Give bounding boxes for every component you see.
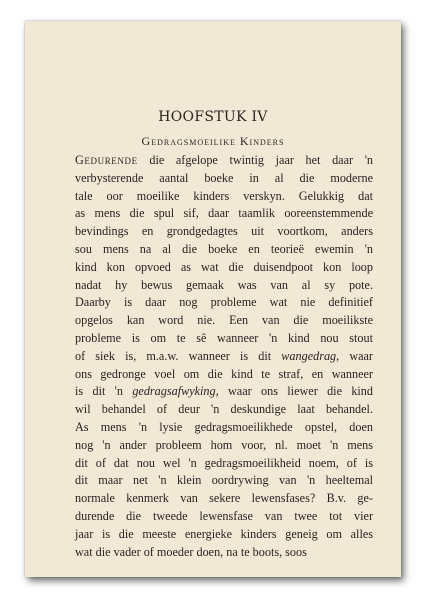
text-line — [75, 490, 373, 508]
text-run: nadat hy bewus gemaak was van al sy pote. — [75, 277, 373, 292]
text-run: wil behandel of deur 'n deskundige laat behandel. — [75, 402, 373, 417]
lead-word: Gedurende — [75, 153, 138, 167]
text-line — [75, 455, 373, 473]
text-run: durende die tweede lewensfase van twee tot vier — [75, 508, 373, 523]
text-line — [75, 330, 373, 348]
text-run: jaar is die meeste energieke kinders geneig om alles — [75, 526, 373, 541]
text-line — [75, 259, 373, 277]
book-page — [25, 21, 401, 577]
text-run: is dit 'n — [75, 384, 133, 399]
text-run: kind kon opvoed as wat die duisendpoot kon loop — [75, 259, 373, 274]
text-run: normale kenmerk van sekere lewensfases? B.v. ge- — [75, 491, 373, 506]
text-line — [75, 472, 373, 490]
text-run: ons gedronge voel om die kind te straf, en wanneer — [75, 366, 373, 381]
italic-term: gedragsafwyking — [132, 384, 216, 399]
text-line — [75, 152, 373, 170]
text-run: opgelos kan word nie. Een van die moeilikste — [75, 313, 373, 328]
text-run: As mens 'n lysie gedragsmoeilikhede opstel, doen — [75, 419, 373, 434]
text-run: , waar ons liewer die kind — [215, 384, 373, 399]
text-run: bevindings en grondgedagtes uit voortkom, anders — [75, 224, 373, 239]
text-run: sou mens na al die boeke en teorieë ewemin 'n — [75, 241, 373, 256]
text-run: dit maar net 'n klein oordrywing van 'n heeltemal — [75, 473, 373, 488]
text-line — [75, 419, 373, 437]
text-run: wat die vader of moeder doen, na te boots, soos — [75, 544, 307, 559]
text-run: die afgelope twintig jaar het daar 'n — [137, 153, 373, 167]
text-run: of siek is, m.a.w. wanneer is dit — [75, 348, 282, 363]
text-line — [75, 348, 373, 366]
text-line — [75, 366, 373, 384]
text-line — [75, 401, 373, 419]
text-line — [75, 508, 373, 526]
text-run: , waar — [336, 348, 373, 363]
text-line — [75, 312, 373, 330]
text-line — [75, 223, 373, 241]
text-run: as mens die spul sif, daar taamlik ooreenstemmende — [75, 206, 373, 221]
text-line — [75, 544, 373, 562]
text-run: verbysterende aantal boeke in al die moderne — [75, 170, 373, 185]
chapter-title: Gedragsmoeilike Kinders — [141, 134, 285, 148]
chapter-heading: HOOFSTUK IV — [158, 109, 268, 125]
text-line — [75, 437, 373, 455]
text-line — [75, 277, 373, 295]
body-paragraph — [75, 152, 373, 561]
text-line — [75, 205, 373, 223]
text-line — [75, 170, 373, 188]
text-line — [75, 241, 373, 259]
text-run: dit of dat nou wel 'n gedragsmoeilikheid noem, of is — [75, 455, 373, 470]
text-line — [75, 526, 373, 544]
text-run: tale oor moeilike kinders verskyn. Gelukkig dat — [75, 188, 373, 203]
text-run: probleme is om te sê wanneer 'n kind nou stout — [75, 330, 373, 345]
text-line — [75, 383, 373, 401]
italic-term: wangedrag — [281, 348, 337, 363]
text-run: Daarby is daar nog probleme wat nie definitief — [75, 295, 373, 310]
text-run: nog 'n ander probleem hom voor, nl. moet 'n mens — [75, 437, 373, 452]
text-line — [75, 188, 373, 206]
text-line — [75, 294, 373, 312]
